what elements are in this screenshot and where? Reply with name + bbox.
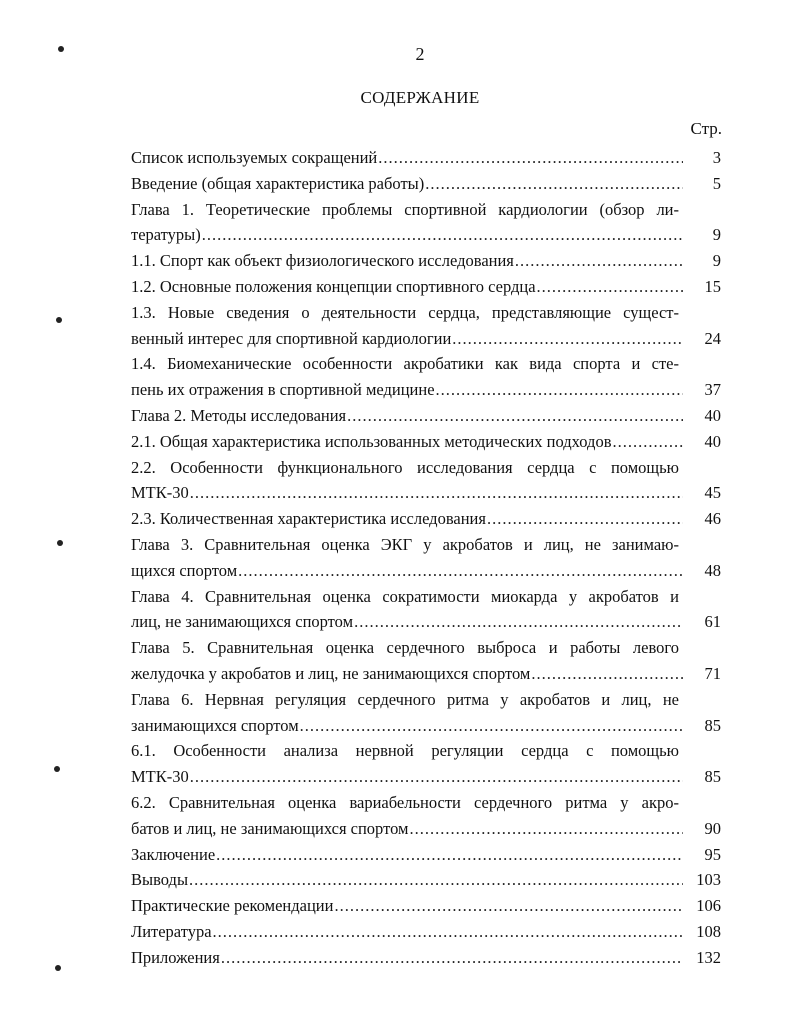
scan-speck (57, 540, 63, 546)
dot-leader (347, 403, 683, 429)
dot-leader (189, 867, 683, 893)
toc-entry-text: Приложения (131, 947, 220, 967)
dot-leader (537, 274, 683, 300)
toc-entry-text: Выводы (131, 870, 189, 890)
dot-leader (334, 893, 683, 919)
toc-entry-line (131, 816, 721, 842)
toc-entry-line (131, 480, 721, 506)
toc-entry-text: щихся спортом (131, 560, 238, 580)
toc-entry-text: 6.1. Особенности анализа нервной регуляции сердца с помощью (131, 741, 679, 761)
toc-entry-line (131, 919, 721, 945)
toc-entry-line (131, 609, 721, 635)
toc-entry-line (131, 661, 721, 687)
toc-entry (131, 532, 721, 584)
toc-entry-page: 85 (704, 767, 721, 787)
scan-speck (56, 317, 62, 323)
toc-entry (131, 197, 721, 249)
toc-entry-page: 15 (704, 276, 721, 296)
toc-entry-text: Глава 6. Нервная регуляция сердечного ритма у акробатов и лиц, не (131, 689, 679, 709)
toc-entry-text: желудочка у акробатов и лиц, не занимающихся спортом (131, 663, 531, 683)
dot-leader (221, 945, 683, 971)
toc-entry-page: 5 (712, 173, 721, 193)
toc-entry-text: 1.1. Спорт как объект физиологического исследования (131, 251, 514, 271)
dot-leader (202, 222, 683, 248)
toc-entry-line (131, 842, 721, 868)
toc-entry (131, 584, 721, 636)
toc-entry-text: Глава 1. Теоретические проблемы спортивной кардиологии (обзор ли- (131, 199, 679, 219)
dot-leader (354, 609, 683, 635)
toc-entry-text: венный интерес для спортивной кардиологии (131, 328, 452, 348)
toc-entry-page: 37 (704, 380, 721, 400)
toc-entry-text: Глава 3. Сравнительная оценка ЭКГ у акробатов и лиц, не занимаю- (131, 534, 679, 554)
dot-leader (190, 764, 683, 790)
toc-entry-text: Введение (общая характеристика работы) (131, 173, 425, 193)
toc-entry (131, 300, 721, 352)
toc-entry (131, 171, 721, 197)
toc-entry-line (131, 403, 721, 429)
scan-speck (54, 766, 60, 772)
toc-entry-line (131, 145, 721, 171)
toc-entry-page: 85 (704, 715, 721, 735)
toc-entry-page: 48 (704, 560, 721, 580)
dot-leader (515, 248, 683, 274)
toc-entry-line (131, 171, 721, 197)
toc-entry-text: Список используемых сокращений (131, 148, 378, 167)
toc-entry (131, 738, 721, 790)
toc-entry-line (131, 893, 721, 919)
toc-entry-line (131, 429, 721, 455)
dot-leader (531, 661, 683, 687)
toc-entry-text: Глава 5. Сравнительная оценка сердечного выброса и работы левого (131, 638, 679, 658)
table-of-contents (131, 145, 721, 971)
scan-speck (58, 46, 64, 52)
toc-entry-page: 103 (696, 870, 721, 890)
toc-entry-page: 108 (696, 921, 721, 941)
toc-entry-line (131, 764, 721, 790)
toc-entry-text: 1.2. Основные положения концепции спортивного сердца (131, 276, 536, 296)
toc-entry-page: 61 (704, 612, 721, 632)
toc-entry-text: занимающихся спортом (131, 715, 299, 735)
toc-entry-line (131, 713, 721, 739)
dot-leader (436, 377, 683, 403)
toc-entry (131, 687, 721, 739)
toc-entry (131, 790, 721, 842)
toc-entry (131, 274, 721, 300)
toc-entry-text: МТК-30 (131, 767, 189, 787)
dot-leader (452, 326, 683, 352)
dot-leader (378, 145, 683, 171)
toc-entry-text: 6.2. Сравнительная оценка вариабельности сердечного ритма у акро- (131, 792, 679, 812)
toc-entry-text: Практические рекомендации (131, 896, 334, 916)
toc-entry-page: 90 (704, 818, 721, 838)
page-number: 2 (415, 44, 425, 64)
toc-entry-page: 106 (696, 896, 721, 916)
toc-entry-text: Глава 4. Сравнительная оценка сократимости миокарда у акробатов и (131, 586, 679, 606)
toc-entry-page: 9 (712, 225, 721, 245)
toc-entry-text: Литература (131, 921, 212, 941)
toc-entry-page: 24 (704, 328, 721, 348)
toc-entry-text: 2.3. Количественная характеристика исследования (131, 509, 486, 529)
toc-entry-text: 1.4. Биомеханические особенности акробатики как вида спорта и сте- (131, 354, 679, 374)
toc-entry-text: МТК-30 (131, 483, 189, 503)
dot-leader (238, 558, 683, 584)
toc-entry-line (131, 945, 721, 971)
dot-leader (216, 842, 683, 868)
toc-entry-page: 40 (704, 405, 721, 425)
toc-entry-page: 95 (704, 844, 721, 864)
toc-entry (131, 919, 721, 945)
toc-entry (131, 429, 721, 455)
toc-entry-page: 45 (704, 483, 721, 503)
toc-entry-line (131, 867, 721, 893)
dot-leader (213, 919, 683, 945)
toc-entry (131, 842, 721, 868)
toc-entry-line (131, 558, 721, 584)
toc-entry-text: Глава 2. Методы исследования (131, 405, 347, 425)
toc-entry-line (131, 222, 721, 248)
toc-entry-page: 46 (704, 509, 721, 529)
toc-entry-line (131, 377, 721, 403)
dot-leader (612, 429, 683, 455)
toc-entry-text: 2.2. Особенности функционального исследования сердца с помощью (131, 457, 679, 477)
dot-leader (409, 816, 683, 842)
page-column-header: Стр. (690, 119, 722, 138)
toc-entry-page: 40 (704, 431, 721, 451)
toc-entry (131, 455, 721, 507)
toc-entry (131, 248, 721, 274)
toc-entry-page: 71 (704, 663, 721, 683)
toc-entry-text: пень их отражения в спортивной медицине (131, 380, 435, 400)
toc-entry-line (131, 274, 721, 300)
toc-entry (131, 351, 721, 403)
toc-entry (131, 403, 721, 429)
toc-entry-text: 2.1. Общая характеристика использованных методических подходов (131, 431, 612, 451)
toc-entry-page: 3 (712, 148, 721, 167)
dot-leader (425, 171, 683, 197)
page-title: СОДЕРЖАНИЕ (360, 88, 480, 107)
toc-entry (131, 145, 721, 171)
toc-entry-page: 132 (696, 947, 721, 967)
toc-entry (131, 506, 721, 532)
toc-entry (131, 867, 721, 893)
toc-entry-text: тературы) (131, 225, 201, 245)
toc-entry (131, 635, 721, 687)
dot-leader (487, 506, 683, 532)
toc-entry-line (131, 248, 721, 274)
dot-leader (300, 713, 683, 739)
scan-speck (55, 965, 61, 971)
toc-entry-text: Заключение (131, 844, 216, 864)
toc-entry (131, 945, 721, 971)
toc-entry-text: лиц, не занимающихся спортом (131, 612, 354, 632)
toc-entry-text: 1.3. Новые сведения о деятельности сердца, представляющие сущест- (131, 302, 679, 322)
toc-entry-line (131, 506, 721, 532)
toc-entry-text: батов и лиц, не занимающихся спортом (131, 818, 409, 838)
toc-entry-line (131, 326, 721, 352)
toc-entry-page: 9 (712, 251, 721, 271)
dot-leader (190, 480, 683, 506)
toc-entry (131, 893, 721, 919)
